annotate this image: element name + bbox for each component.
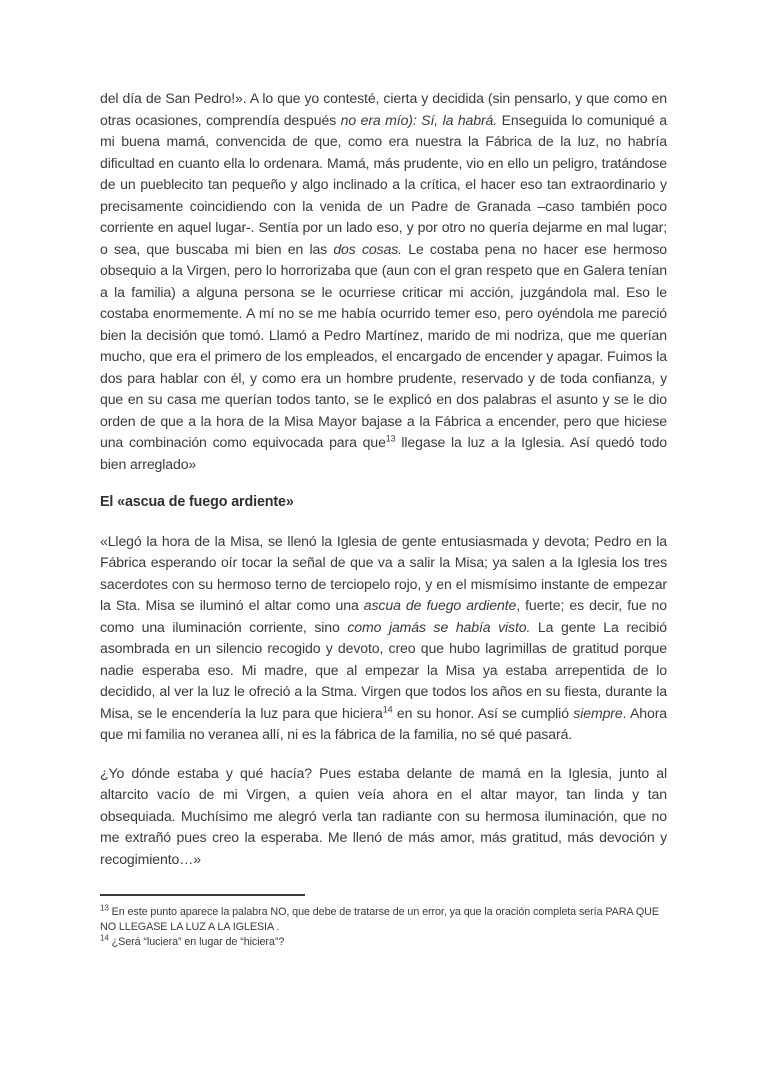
text-run: llegase la luz a la Iglesia. Así quedó todo bien arreglado» — [100, 434, 668, 472]
text-run: del día de San Pedro!». A lo que yo contesté, cierta y decidida (sin pensarlo, y que como en otras ocasiones, comprendía después — [100, 90, 667, 128]
section-heading: El «ascua de fuego ardiente» — [100, 494, 294, 510]
text-run: La gente La recibió asombrada en un silencio recogido y devoto, creo que hubo lagrimillas de gratitud porque nadie esperaba eso. Mi madre, que al empezar la Misa ya estaba arrepentida de lo decidido, al ver la luz le ofreció a la Stma. Virgen que todos los años en su fiesta, durante la Misa, se le encendería la luz para que hiciera — [100, 618, 667, 721]
footnote-13-text: En este punto aparece la palabra NO, que debe de tratarse de un error, ya que la oración completa sería PARA QUE NO LLEGASE LA LUZ A LA IGLESIA . — [100, 906, 659, 933]
text-run-italic: ascua de fuego ardiente — [363, 597, 517, 613]
footnote-14 — [100, 935, 667, 950]
footnote-13 — [100, 905, 667, 934]
text-run-italic: no era mío): Sí, la habrá. — [340, 111, 498, 128]
footnote-13-marker: 13 — [100, 903, 109, 913]
footnote-14-marker: 14 — [100, 933, 109, 943]
footnote-ref-13: 13 — [385, 433, 396, 444]
text-run: «Llegó la hora de la Misa, se llenó la Iglesia de gente entusiasmada y devota; Pedro en la Fábrica esperando oír tocar la señal de que va a salir la Misa; ya salen a la Iglesia los tres sacerdotes con su hermoso terno de terciopelo rojo, y en el mismísimo instante de empezar la Sta. Misa se iluminó el altar como una — [100, 532, 667, 613]
text-run-italic: siempre — [573, 704, 623, 721]
text-run: en su honor. Así se cumplió — [392, 704, 574, 721]
text-run-italic: dos cosas. — [333, 240, 402, 257]
footnote-separator — [100, 894, 305, 896]
paragraph-3 — [100, 763, 667, 871]
footnote-14-text: ¿Será “luciera” en lugar de “hiciera”? — [108, 936, 285, 948]
paragraph-1 — [100, 88, 667, 475]
text-run: ¿Yo dónde estaba y qué hacía? Pues estaba delante de mamá en la Iglesia, junto al altarcito vacío de mi Virgen, a quien veía ahora en el altar mayor, tan linda y tan obsequiada. Muchísimo me alegró verla tan radiante con su hermosa iluminación, que no me extrañó pues creo la esperaba. Me llenó de más amor, más gratitud, más devoción y recogimiento…» — [100, 764, 667, 867]
text-run: . Ahora que mi familia no veranea allí, ni es la fábrica de la familia, no sé qué pasará. — [100, 704, 667, 742]
text-run-italic: como jamás se había visto. — [347, 618, 531, 635]
text-run: Le costaba pena no hacer ese hermoso obsequio a la Virgen, pero lo horrorizaba que (aun con el gran respeto que en Galera tenían a la familia) a alguna persona se le ocurriese criticar mi acción, juzgándola mal. Eso le costaba enormemente. A mí no se me había ocurrido temer eso, pero oyéndola me pareció bien la decisión que tomó. Llamó a Pedro Martínez, marido de mi nodriza, que me querían mucho, que era el primero de los empleados, el encargado de encender y apagar. Fuimos la dos para hablar con él, y como era un hombre prudente, reservado y de toda confianza, y que en su casa me querían todos tanto, se le explicó en dos palabras el asunto y se le dio orden de que a la hora de la Misa Mayor bajase a la Fábrica a encender, pero que hiciese una combinación como equivocada para que — [100, 240, 667, 450]
footnote-ref-14: 14 — [382, 703, 393, 714]
document-body — [100, 88, 667, 870]
text-run: Enseguida lo comuniqué a mi buena mamá, convencida de que, como era nuestra la Fábrica de la luz, no habría dificultad en cuanto ella lo ordenara. Mamá, más prudente, vio en ello un peligro, tratándose de un pueblecito tan pequeño y algo inclinado a la crítica, el hacer eso tan extraordinario y precisamente coincidiendo con la venida de un Padre de Granada –caso también poco corriente en aquel lugar-. Sentía por un lado eso, y por otro no quería dejarme en mal lugar; o sea, que buscaba mi bien en las — [100, 111, 668, 257]
text-run: , fuerte; es decir, fue no como una iluminación corriente, sino — [100, 597, 667, 635]
footnotes-section — [100, 894, 667, 950]
paragraph-2 — [100, 531, 667, 746]
